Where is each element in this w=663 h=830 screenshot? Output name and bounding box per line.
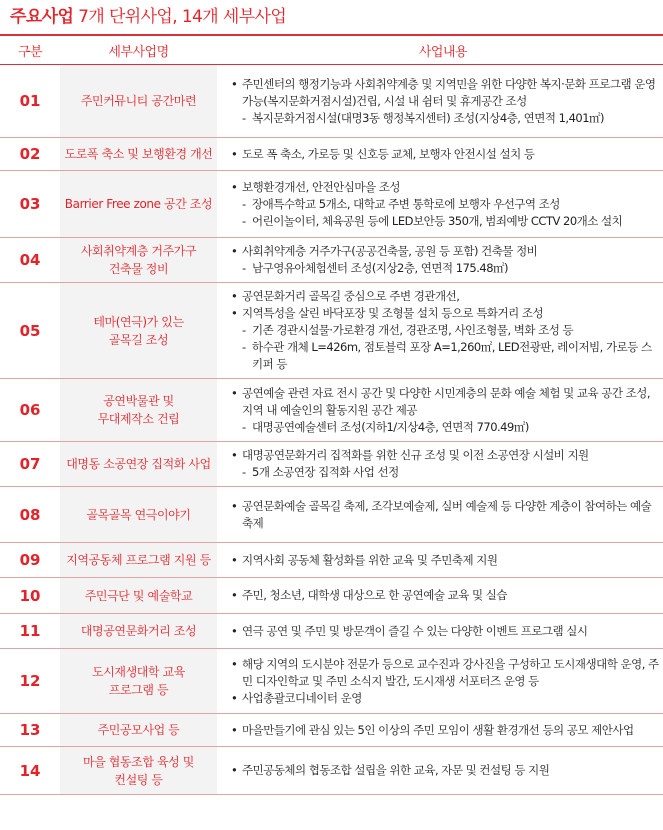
sub-item: - 5개 소공연장 집적화 사업 선정 [231,464,659,481]
project-name-line: Barrier Free zone 공간 조성 [64,197,213,211]
project-description [223,649,663,714]
bullet-item: • 사업총괄코디네이터 운영 [231,690,659,707]
project-name [60,649,217,714]
sub-item: - 하수관 개체 L=426m, 점토블럭 포장 A=1,260㎡, LED전광판, 레이저빔, 가로등 스키퍼 등 [231,339,659,373]
header-desc: 사업내용 [223,35,663,65]
table-header-row [0,35,663,65]
bullet-item: • 보행환경개선, 안전안심마을 조성 [231,179,659,196]
table-row [0,614,663,649]
project-name-line: 사회취약계층 거주가구 [80,244,197,258]
project-name [60,171,217,238]
project-name-line: 주민극단 및 예술학교 [84,588,193,603]
bullet-item: • 연극 공연 및 주민 및 방문객이 즐길 수 있는 다양한 이벤트 프로그램 실시 [231,623,659,640]
row-number: 13 [0,714,60,747]
project-name-line: 무대제작소 건립 [97,412,180,426]
project-name-line: 테마(연극)가 있는 [93,314,184,329]
project-description [223,747,663,795]
project-description [223,171,663,238]
table-row [0,747,663,795]
project-name-line: 공연박물관 및 [103,394,174,408]
row-number: 11 [0,614,60,649]
row-number: 06 [0,379,60,442]
bullet-item: • 대명공연문화거리 집적화를 위한 신규 조성 및 이전 소공연장 시설비 지원 [231,447,659,464]
bullet-item: • 공연예술 관련 자료 전시 공간 및 다양한 시민계층의 문화 예술 체험 및 교육 공간 조성, 지역 내 예술인의 활동지원 공간 제공 [231,385,659,419]
table-row [0,442,663,487]
bullet-item: • 공연문화예술 골목길 축제, 조각보예술제, 실버 예술제 등 다양한 계층이 참여하는 예술 축제 [231,498,659,532]
page-title [10,2,286,27]
project-name-line: 주민커뮤니티 공간마련 [80,94,197,108]
table-row [0,65,663,138]
row-number: 02 [0,138,60,171]
sub-item: - 복지문화거점시설(대명3동 행정복지센터) 조성(지상4층, 연면적 1,401㎡) [231,110,659,127]
project-description [223,65,663,138]
project-name-line: 도시재생대학 교육 [92,665,185,679]
project-name [60,487,217,543]
row-number: 04 [0,238,60,283]
project-description [223,614,663,649]
table-row [0,578,663,614]
bullet-item: • 지역특성을 살린 바닥포장 및 조형물 설치 등으로 특화거리 조성 [231,305,659,322]
project-name [60,65,217,138]
row-number: 01 [0,65,60,138]
bullet-item: • 주민센터의 행정기능과 사회취약계층 및 지역민을 위한 다양한 복지·문화 프로그램 운영 가능(복지문화거점시설)건립, 시설 내 쉼터 및 휴게공간 조성 [231,76,659,110]
table-row [0,283,663,379]
project-name-line: 프로그램 등 [108,683,169,697]
project-description [223,543,663,578]
sub-item: - 대명공연예술센터 조성(지하1/지상4층, 연면적 770.49㎡) [231,419,659,436]
header-name: 세부사업명 [60,35,217,65]
row-number: 09 [0,543,60,578]
project-description [223,138,663,171]
table-row [0,714,663,747]
business-table [0,34,663,795]
header-no: 구분 [0,35,60,65]
project-name [60,238,217,283]
bullet-item: • 사회취약계층 거주가구(공공건축물, 공원 등 포함) 건축물 정비 [231,243,659,260]
project-name-line: 지역공동체 프로그램 지원 등 [66,553,211,567]
project-description [223,379,663,442]
project-description [223,714,663,747]
table-row [0,238,663,283]
project-description [223,442,663,487]
bullet-item: • 마을만들기에 관심 있는 5인 이상의 주민 모임이 생활 환경개선 등의 공모 제안사업 [231,722,659,739]
row-number: 03 [0,171,60,238]
row-number: 08 [0,487,60,543]
bullet-item: • 공연문화거리 골목길 중심으로 주변 경관개선, [231,288,659,305]
bullet-item: • 주민, 청소년, 대학생 대상으로 한 공연예술 교육 및 실습 [231,587,659,604]
table-row [0,649,663,714]
title-bold: 주요사업 [10,7,74,27]
project-name [60,543,217,578]
table-row [0,171,663,238]
project-name-line: 골목길 조성 [108,332,169,347]
table-row [0,543,663,578]
bullet-item: • 해당 지역의 도시분야 전문가 등으로 교수진과 강사진을 구성하고 도시재생대학 운영, 주민 디자인학교 및 주민 소식지 발간, 도시재생 서포터즈 운영 등 [231,656,659,690]
project-name-line: 도로폭 축소 및 보행환경 개선 [64,147,213,161]
row-number: 05 [0,283,60,379]
sub-item: - 장애특수학교 5개소, 대학교 주변 통학로에 보행자 우선구역 조성 [231,196,659,213]
table-row [0,379,663,442]
project-name-line: 대명공연문화거리 조성 [80,624,197,638]
project-name-line: 마을 협동조합 육성 및 [83,754,194,769]
row-number: 10 [0,578,60,614]
sub-item: - 어린이놀이터, 체육공원 등에 LED보안등 350개, 범죄예방 CCTV 20개소 설치 [231,213,659,230]
project-name-line: 주민공모사업 등 [97,723,180,737]
project-name-line: 건축물 정비 [108,262,169,276]
table-row [0,487,663,543]
row-number: 14 [0,747,60,795]
bullet-item: • 도로 폭 축소, 가로등 및 신호등 교체, 보행자 안전시설 설치 등 [231,146,659,163]
project-description [223,238,663,283]
project-description [223,578,663,614]
project-name [60,379,217,442]
project-name-line: 컨설팅 등 [114,772,163,787]
project-name [60,714,217,747]
title-rest: 7개 단위사업, 14개 세부사업 [73,7,287,27]
bullet-item: • 주민공동체의 협동조합 설립을 위한 교육, 자문 및 컨설팅 등 지원 [231,762,659,779]
project-name [60,614,217,649]
row-number: 07 [0,442,60,487]
sub-item: - 남구영유아체험센터 조성(지상2층, 연면적 175.48㎡) [231,260,659,277]
project-name [60,283,217,379]
project-name-line: 대명동 소공연장 집적화 사업 [66,457,211,471]
project-name [60,138,217,171]
project-name [60,442,217,487]
row-number: 12 [0,649,60,714]
project-name [60,747,217,795]
table-body [0,65,663,795]
table-row [0,138,663,171]
sub-item: - 기존 경관시설물·가로환경 개선, 경관조명, 사인조형물, 벽화 조성 등 [231,322,659,339]
project-name [60,578,217,614]
project-name-line: 골목골목 연극이야기 [86,507,191,522]
project-description [223,283,663,379]
project-description [223,487,663,543]
bullet-item: • 지역사회 공동체 활성화를 위한 교육 및 주민축제 지원 [231,552,659,569]
